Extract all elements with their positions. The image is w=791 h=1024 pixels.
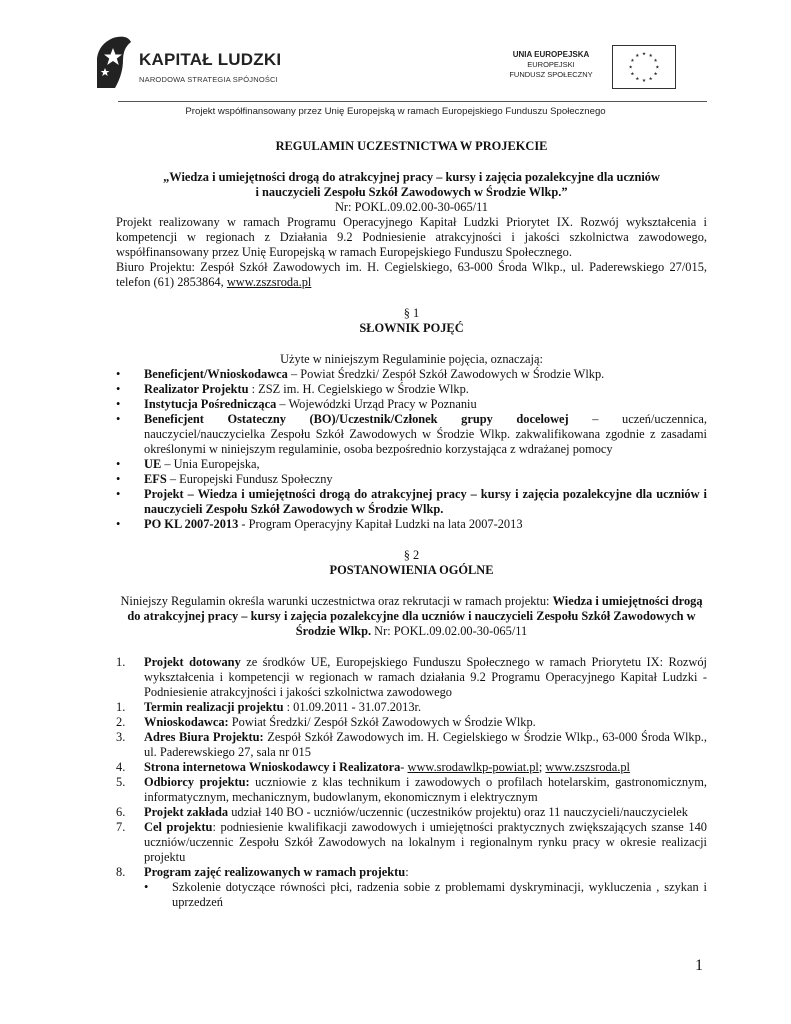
- glossary-list: [116, 367, 707, 532]
- eu-label: [500, 50, 602, 80]
- eu-line-3: FUNDUSZ SPOŁECZNY: [509, 70, 593, 79]
- eu-star-icon: [631, 59, 634, 62]
- section-1-intro: Użyte w niniejszym Regulaminie pojęcia, oznaczają:: [280, 352, 543, 366]
- list-item: 8. Program zajęć realizowanych w ramach projektu: • Szkolenie dotyczące równości płci, radzenia sobie z problemami dyskryminacji, wykluczenia , szykan i uprzedzeń: [116, 865, 707, 910]
- section-2-sign: § 2: [403, 548, 420, 562]
- office-website-link[interactable]: www.zszsroda.pl: [226, 275, 312, 289]
- kapital-ludzki-logo-icon: [93, 34, 133, 90]
- list-item: 1. Termin realizacji projektu : 01.09.2011 - 31.07.2013r.: [116, 700, 422, 714]
- list-item: 1. Projekt dotowany ze środków UE, Europejskiego Funduszu Społecznego w ramach Priorytetu IX: Rozwój wykształcenia i kompetencji w regionach w ramach działania 9.2 Programu Operacyjnego Kapitał Ludzki - Podniesienie atrakcyjności i jakości szkolnictwa zawodowego: [116, 655, 707, 699]
- eu-flag-icon: [612, 45, 676, 89]
- list-item: • Szkolenie dotyczące równości płci, radzenia sobie z problemami dyskryminacji, wykluczenia , szykan i uprzedzeń: [144, 880, 707, 910]
- eu-line-1: UNIA EUROPEJSKA: [512, 50, 590, 59]
- list-item: • EFS – Europejski Fundusz Społeczny: [116, 472, 707, 487]
- page-number: 1: [695, 957, 703, 974]
- section-1-sign: § 1: [403, 306, 420, 320]
- eu-star-icon: [649, 54, 652, 57]
- list-item: 7. Cel projektu: podniesienie kwalifikacji zawodowych i umiejętności praktycznych zwiększających szanse 140 uczniów/uczennic Zespołu Szkół Zawodowych na lokalnym i regionalnym rynku pracy w okresie realizacji projektu: [116, 820, 707, 864]
- logo-title: KAPITAŁ LUDZKI: [139, 50, 282, 69]
- eu-star-icon: [636, 54, 639, 57]
- school-website-link[interactable]: www.zszsroda.pl: [545, 760, 630, 774]
- eu-star-icon: [654, 59, 657, 62]
- document-title: REGULAMIN UCZESTNICTWA W PROJEKCIE: [275, 139, 548, 153]
- project-number: Nr: POKL.09.02.00-30-065/11: [334, 200, 489, 214]
- section-2-intro: Niniejszy Regulamin określa warunki uczestnictwa oraz rekrutacji w ramach projektu: Wiedza i umiejętności drogą do atrakcyjnej pracy – kursy i zajęcia pozalekcyjne dla uczniów i nauczycieli Zespołu Szkół Zawodowych w Środzie Wlkp. Nr: POKL.09.02.00-30-065/11: [120, 594, 703, 638]
- section-1-heading: SŁOWNIK POJĘĆ: [359, 321, 464, 335]
- list-item: • Instytucja Pośrednicząca – Wojewódzki Urząd Pracy w Poznaniu: [116, 397, 707, 412]
- list-item: 4. Strona internetowa Wnioskodawcy i Realizatora- www.srodawlkp-powiat.pl; www.zszsroda.pl: [116, 760, 630, 774]
- document-body: [116, 139, 707, 910]
- project-office: Biuro Projektu: Zespół Szkół Zawodowych im. H. Cegielskiego, 63-000 Środa Wlkp., ul. Paderewskiego 27/015, telefon (61) 2853864, www.zszsroda.pl: [116, 260, 707, 289]
- eu-star-icon: [631, 72, 634, 75]
- general-provisions-list: [116, 655, 707, 910]
- list-item: • Realizator Projektu : ZSZ im. H. Cegielskiego w Środzie Wlkp.: [116, 382, 707, 397]
- powiat-website-link[interactable]: www.srodawlkp-powiat.pl: [407, 760, 539, 774]
- list-item: 6. Projekt zakłada udział 140 BO - uczniów/uczennic (uczestników projektu) oraz 11 nauczycieli/nauczycielek: [116, 805, 688, 819]
- list-item: • Beneficjent/Wnioskodawca – Powiat Średzki/ Zespół Szkół Zawodowych w Środzie Wlkp.: [116, 367, 707, 382]
- section-2-heading: POSTANOWIENIA OGÓLNE: [329, 563, 494, 577]
- header-divider: [118, 101, 707, 102]
- program-list: [144, 880, 707, 910]
- list-item: • UE – Unia Europejska,: [116, 457, 707, 472]
- list-item: 2. Wnioskodawca: Powiat Średzki/ Zespół Szkół Zawodowych w Środzie Wlkp.: [116, 715, 536, 729]
- list-item: • Projekt – Wiedza i umiejętności drogą do atrakcyjnej pracy – kursy i zajęcia pozalekcyjne dla uczniów i nauczycieli Zespołu Szkół Zawodowych w Środzie Wlkp.: [116, 487, 707, 517]
- eu-star-icon: [629, 65, 632, 68]
- eu-star-icon: [654, 72, 657, 75]
- logo-subtitle: NARODOWA STRATEGIA SPÓJNOŚCI: [139, 75, 278, 84]
- page-header: [0, 0, 791, 120]
- cofinancing-note: Projekt współfinansowany przez Unię Europejską w ramach Europejskiego Funduszu Społecznego: [185, 106, 606, 117]
- list-item: 3. Adres Biura Projektu: Zespół Szkół Zawodowych im. H. Cegielskiego w Środzie Wlkp., 63-000 Środa Wlkp., ul. Paderewskiego 27, sala nr 015: [116, 730, 707, 759]
- eu-star-icon: [636, 77, 639, 80]
- project-title: „Wiedza i umiejętności drogą do atrakcyjnej pracy – kursy i zajęcia pozalekcyjne dla uczniów i nauczycieli Zespołu Szkół Zawodowych w Środzie Wlkp.”: [163, 170, 660, 199]
- list-item: • PO KL 2007-2013 - Program Operacyjny Kapitał Ludzki na lata 2007-2013: [116, 517, 707, 532]
- project-description: Projekt realizowany w ramach Programu Operacyjnego Kapitał Ludzki Priorytet IX. Rozwój wykształcenia i kompetencji w regionach z Działania 9.2 Podniesienie atrakcyjności i jakości szkolnictwa zawodowego, współfinansowany przez Unię Europejską w ramach Europejskiego Funduszu Społecznego.: [116, 215, 707, 259]
- list-item: • Beneficjent Ostateczny (BO)/Uczestnik/Członek grupy docelowej – uczeń/uczennica, nauczyciel/nauczycielka Zespołu Szkół Zawodowych w Środzie Wlkp. zakwalifikowana zgodnie z zasadami określonymi w niniejszym regulaminie, osoba bezpośrednio korzystająca z wdrażanej pomocy: [116, 412, 707, 457]
- list-item: 5. Odbiorcy projektu: uczniowie z klas technikum i zawodowych o profilach hotelarskim, gastronomicznym, informatycznym, mechanicznym, budowlanym, ekonomicznym i elektrycznym: [116, 775, 707, 804]
- eu-line-2: EUROPEJSKI: [527, 60, 575, 69]
- eu-star-icon: [642, 52, 645, 55]
- eu-star-icon: [656, 65, 659, 68]
- eu-star-icon: [649, 77, 652, 80]
- eu-star-icon: [642, 79, 645, 82]
